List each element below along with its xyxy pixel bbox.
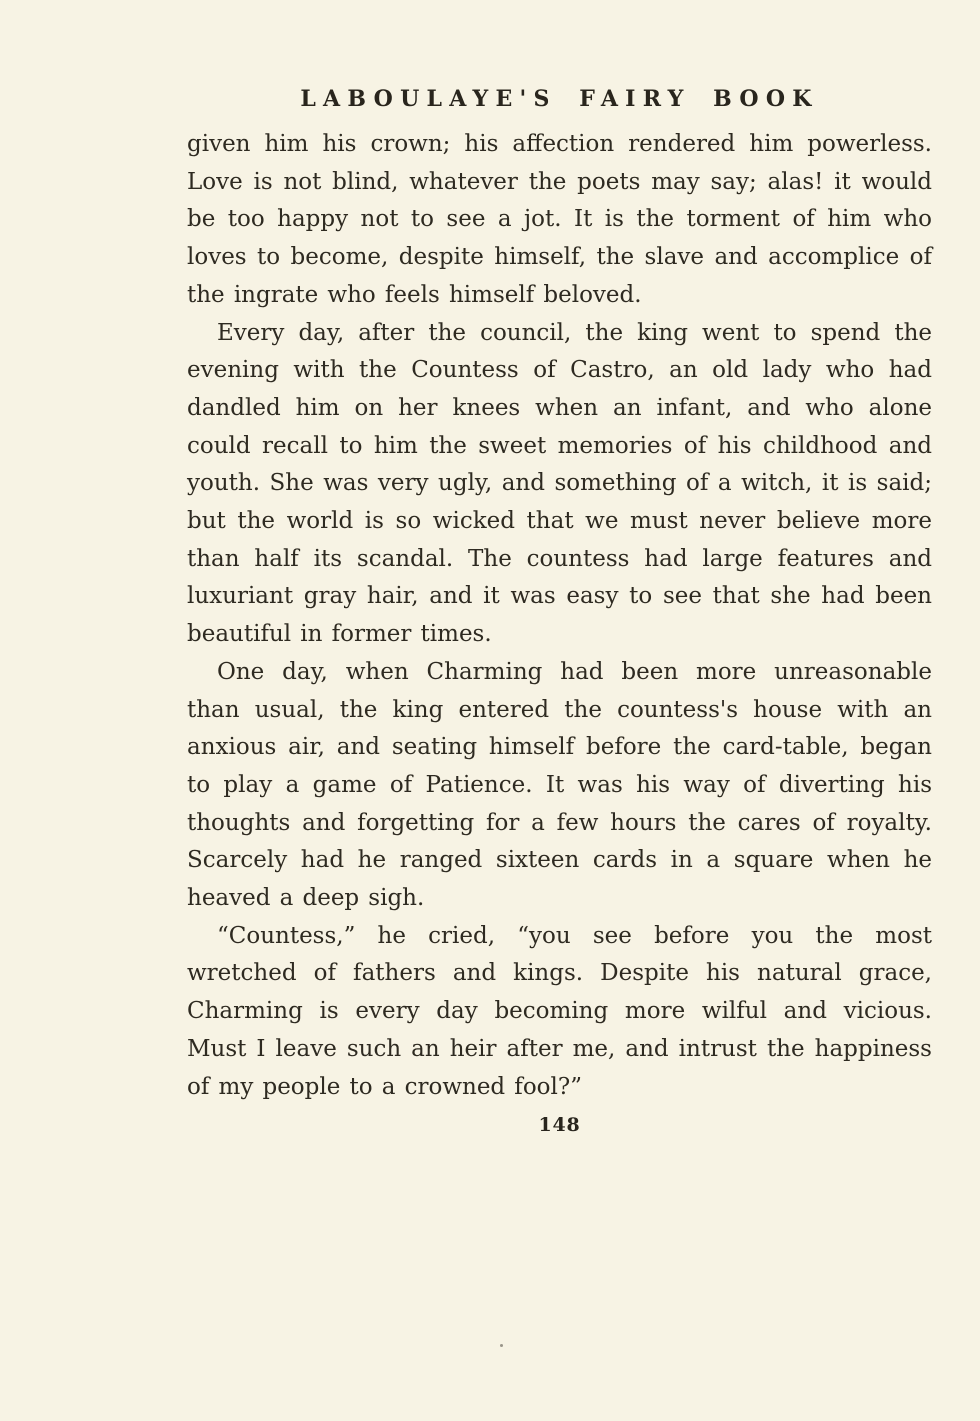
paragraph: Every day, after the council, the king went to spend the evening with the Countess of Castro, an old lady who had dandled him on her knees when an infant, and who alone could recall to him the sweet memories of his childhood and youth. She was very ugly, and something of a witch, it is said; but the world is so wicked that we must never believe more than half its scandal. The countess had large features and luxuriant gray hair, and it was easy to see that she had been beautiful in former times. [187,319,932,648]
paragraph: One day, when Charming had been more unreasonable than usual, the king entered the countess's house with an anxious air, and seating himself before the card-table, began to play a game of Patience. It was his way of diverting his thoughts and forgetting for a few hours the cares of royalty. Scarcely had he ranged sixteen cards in a square when he heaved a deep sigh. [187,658,932,912]
scan-speck [500,1344,503,1347]
text-block [187,86,932,1136]
running-header: LABOULAYE'S FAIRY BOOK [300,86,819,112]
paragraph-continuation: given him his crown; his affection rendered him powerless. Love is not blind, whatever the poets may say; alas! it would be too happy not to see a jot. It is the torment of him who loves to become, despite himself, the slave and accomplice of the ingrate who feels himself beloved. [187,131,932,308]
page-number: 148 [538,1114,581,1137]
paragraph: “Countess,” he cried, “you see before you the most wretched of fathers and kings. Despite his natural grace, Charming is every day becoming more wilful and vicious. Must I leave such an heir after me, and intrust the happiness of my people to a crowned fool?” [187,922,932,1100]
